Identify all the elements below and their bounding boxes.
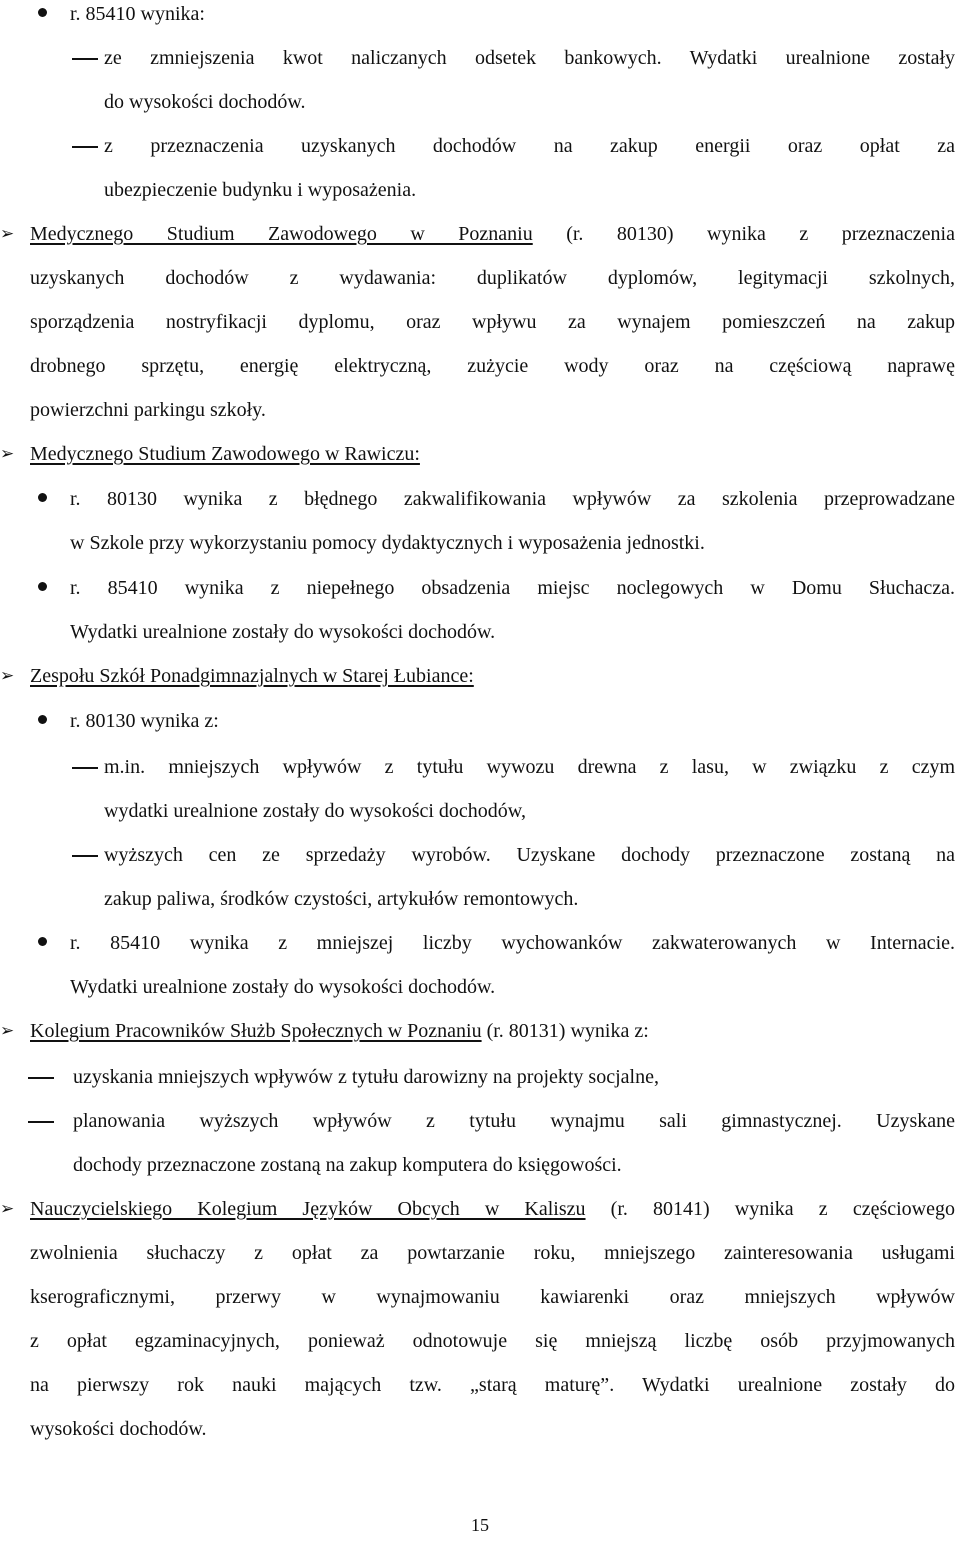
paragraph-line: z przeznaczenia uzyskanych dochodów na zakup energii oraz opłat za bbox=[104, 135, 955, 157]
paragraph-line: planowania wyższych wpływów z tytułu wynajmu sali gimnastycznej. Uzyskane bbox=[73, 1110, 955, 1132]
dash-icon bbox=[72, 745, 96, 789]
list-item bbox=[72, 124, 955, 212]
paragraph-line: m.in. mniejszych wpływów z tytułu wywozu drewna z lasu, w związku z czym bbox=[104, 756, 955, 778]
paragraph-line: zwolnienia słuchaczy z opłat za powtarzanie roku, mniejszego zainteresowania usługami bbox=[30, 1242, 955, 1264]
paragraph-line: (r. 80141) wynika z częściowego bbox=[585, 1198, 955, 1220]
bullet-icon bbox=[32, 477, 56, 521]
section-item bbox=[0, 1187, 955, 1451]
list-item bbox=[32, 566, 955, 654]
dash-icon bbox=[72, 833, 96, 877]
paragraph-line: r. 80130 wynika z: bbox=[70, 710, 219, 732]
paragraph-line: r. 85410 wynika: bbox=[70, 3, 205, 25]
paragraph-line: dochody przeznaczone zostaną na zakup komputera do księgowości. bbox=[73, 1154, 622, 1176]
dash-icon bbox=[72, 36, 96, 80]
paragraph-line: wyższych cen ze sprzedaży wyrobów. Uzyskane dochody przeznaczone zostaną na bbox=[104, 844, 955, 866]
section-item bbox=[0, 1009, 955, 1053]
list-item bbox=[72, 833, 955, 921]
section-heading: Zespołu Szkół Ponadgimnazjalnych w Starej Łubiance: bbox=[30, 665, 474, 687]
section-item bbox=[0, 432, 955, 476]
list-item bbox=[32, 0, 955, 36]
bullet-icon bbox=[32, 566, 56, 610]
paragraph-line: Wydatki urealnione zostały do wysokości dochodów. bbox=[70, 621, 496, 643]
section-item bbox=[0, 212, 955, 432]
paragraph-line: zakup paliwa, środków czystości, artykułów remontowych. bbox=[104, 888, 579, 910]
paragraph-line: powierzchni parkingu szkoły. bbox=[30, 399, 266, 421]
paragraph-line: r. 85410 wynika z niepełnego obsadzenia miejsc noclegowych w Domu Słuchacza. bbox=[70, 577, 955, 599]
list-item bbox=[72, 36, 955, 124]
dash-icon bbox=[28, 1099, 52, 1143]
list-item bbox=[32, 477, 955, 565]
section-heading: Medycznego Studium Zawodowego w Poznaniu bbox=[30, 223, 533, 245]
paragraph-line: kserograficznymi, przerwy w wynajmowaniu kawiarenki oraz mniejszych wpływów bbox=[30, 1286, 955, 1308]
paragraph-line: r. 85410 wynika z mniejszej liczby wychowanków zakwaterowanych w Internacie. bbox=[70, 932, 955, 954]
section-heading: Kolegium Pracowników Służb Społecznych w Poznaniu bbox=[30, 1020, 482, 1042]
paragraph-line: z opłat egzaminacyjnych, ponieważ odnotowuje się mniejszą liczbę osób przyjmowanych bbox=[30, 1330, 955, 1352]
list-item bbox=[32, 699, 955, 743]
section-item bbox=[0, 654, 955, 698]
paragraph-line: w Szkole przy wykorzystaniu pomocy dydaktycznych i wyposażenia jednostki. bbox=[70, 532, 705, 554]
section-heading: Medycznego Studium Zawodowego w Rawiczu: bbox=[30, 443, 420, 465]
bullet-icon bbox=[32, 921, 56, 965]
paragraph-line: ubezpieczenie budynku i wyposażenia. bbox=[104, 179, 417, 201]
list-item bbox=[32, 921, 955, 1009]
bullet-icon bbox=[32, 0, 56, 36]
paragraph-line: do wysokości dochodów. bbox=[104, 91, 306, 113]
paragraph-line: drobnego sprzętu, energię elektryczną, zużycie wody oraz na częściową naprawę bbox=[30, 355, 955, 377]
list-item bbox=[72, 745, 955, 833]
paragraph-line: wysokości dochodów. bbox=[30, 1418, 207, 1440]
paragraph-line: sporządzenia nostryfikacji dyplomu, oraz wpływu za wynajem pomieszczeń na zakup bbox=[30, 311, 955, 333]
page-number: 15 bbox=[471, 1515, 489, 1535]
arrow-icon: ➢ bbox=[0, 1021, 15, 1041]
paragraph-line: r. 80130 wynika z błędnego zakwalifikowania wpływów za szkolenia przeprowadzane bbox=[70, 488, 955, 510]
paragraph-line: wydatki urealnione zostały do wysokości dochodów, bbox=[104, 800, 526, 822]
paragraph-line: na pierwszy rok nauki mających tzw. „starą maturę”. Wydatki urealnione zostały do bbox=[30, 1374, 955, 1396]
dash-icon bbox=[72, 124, 96, 168]
paragraph-line: Wydatki urealnione zostały do wysokości dochodów. bbox=[70, 976, 496, 998]
paragraph-line: ze zmniejszenia kwot naliczanych odsetek bankowych. Wydatki urealnione zostały bbox=[104, 47, 955, 69]
paragraph-line: (r. 80130) wynika z przeznaczenia bbox=[532, 223, 955, 245]
paragraph-line: uzyskanych dochodów z wydawania: duplikatów dyplomów, legitymacji szkolnych, bbox=[30, 267, 955, 289]
arrow-icon: ➢ bbox=[0, 1199, 15, 1219]
section-heading: Nauczycielskiego Kolegium Języków Obcych w Kaliszu bbox=[30, 1198, 586, 1220]
list-item bbox=[28, 1099, 955, 1187]
bullet-icon bbox=[32, 699, 56, 743]
paragraph-line: uzyskania mniejszych wpływów z tytułu darowizny na projekty socjalne, bbox=[73, 1066, 659, 1088]
arrow-icon: ➢ bbox=[0, 224, 15, 244]
list-item bbox=[28, 1055, 955, 1099]
arrow-icon: ➢ bbox=[0, 444, 15, 464]
dash-icon bbox=[28, 1055, 52, 1099]
arrow-icon: ➢ bbox=[0, 666, 15, 686]
paragraph-line: (r. 80131) wynika z: bbox=[481, 1020, 649, 1042]
